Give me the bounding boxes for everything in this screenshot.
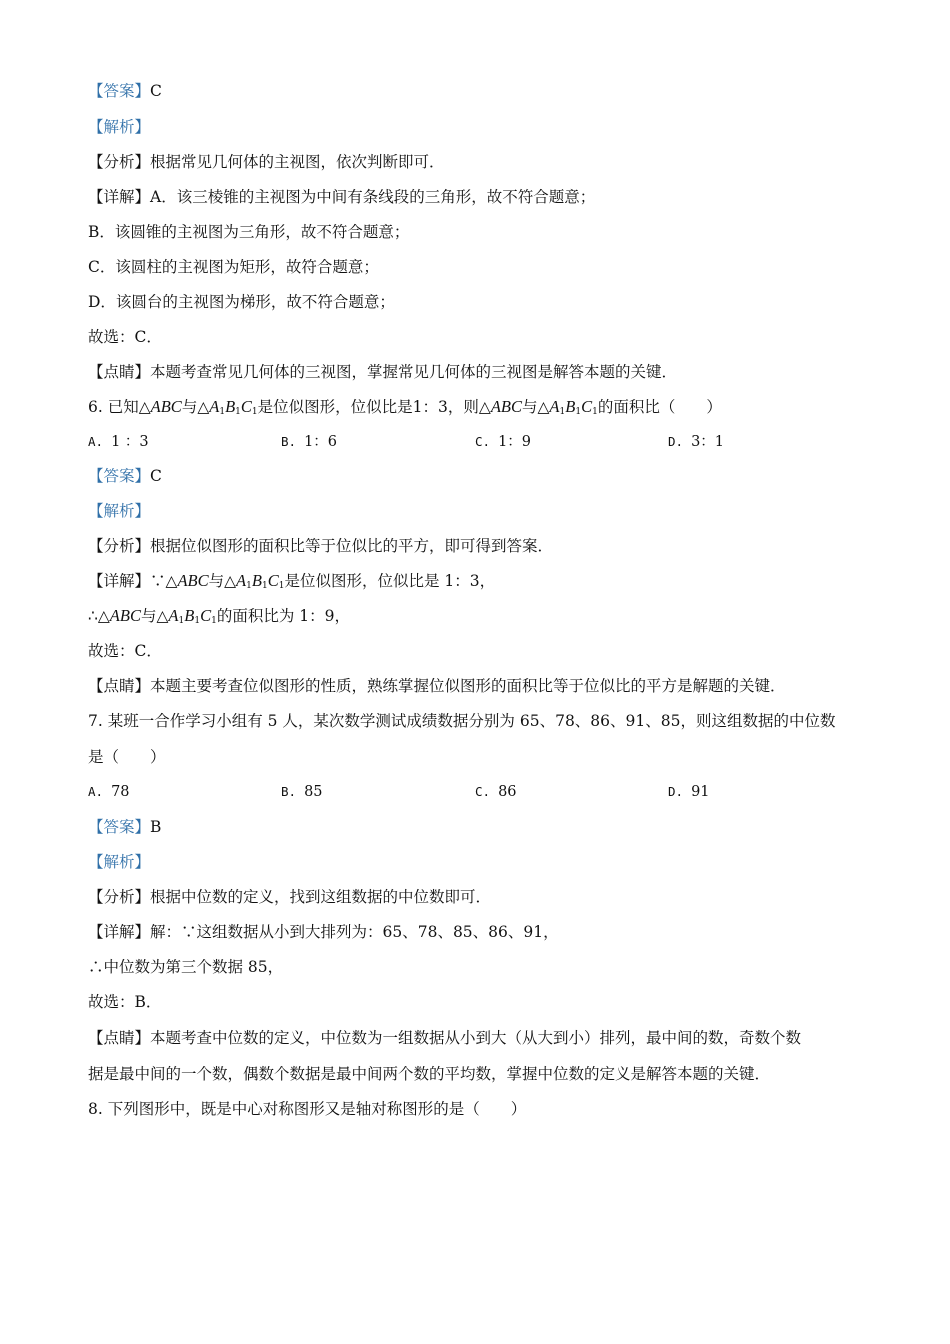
q7-option-a[interactable] [88, 781, 130, 803]
triangle-symbol: △ [165, 572, 178, 590]
q5-line-d: D．该圆台的主视图为梯形，故不符合题意； [88, 293, 395, 311]
math-c: C [200, 606, 212, 625]
math-b: B [184, 606, 195, 625]
triangle-symbol: △ [537, 398, 550, 416]
answer-value: B [150, 818, 162, 836]
q7-xiangjie: 【详解】解：∵这组数据从小到大排列为：65、78、85、86、91， [88, 923, 559, 941]
q7-therefore: ∴中位数为第三个数据 85， [88, 958, 284, 976]
triangle-symbol: △ [478, 398, 491, 416]
option-letter: B. [281, 434, 297, 449]
q6-xiangjie [88, 570, 495, 597]
q7-dianjing-line2: 据是最中间的一个数，偶数个数据是最中间两个数的平均数，掌握中位数的定义是解答本题的关键． [88, 1065, 771, 1083]
q6-dianjing: 【点睛】本题主要考查位似图形的性质，熟练掌握位似图形的面积比等于位似比的平方是解题的关键． [88, 677, 786, 695]
q7-stem-line1: 7. 某班一合作学习小组有 5 人，某次数学测试成绩数据分别为 65、78、86、91、85，则这组数据的中位数 [88, 712, 836, 730]
q6-choose: 故选：C． [88, 642, 162, 660]
math-b: B [225, 397, 236, 416]
q6-option-b[interactable] [281, 431, 337, 453]
q7-answer-line [88, 816, 161, 838]
q7-choose: 故选：B． [88, 993, 162, 1011]
q5-line-b: B．该圆锥的主视图为三角形，故不符合题意； [88, 223, 410, 241]
triangle-symbol: △ [224, 572, 237, 590]
math-a: A [549, 397, 560, 416]
answer-tag: 【答案】 [88, 467, 151, 485]
option-text: 85 [304, 784, 323, 800]
q6-therefore-tail: 的面积比为 1：9， [216, 607, 350, 625]
q6-option-d[interactable] [668, 431, 724, 453]
math-b: B [565, 397, 576, 416]
conj-yu: 与 [521, 398, 538, 416]
q7-option-c[interactable] [475, 781, 517, 803]
option-letter: D. [668, 784, 684, 799]
q6-option-a[interactable] [88, 431, 149, 453]
math-abc: ABC [150, 397, 182, 416]
q6-stem [88, 396, 722, 423]
subscript: 1 [278, 581, 285, 591]
q6-stem-mid: 是位似图形，位似比是1：3，则 [257, 398, 479, 416]
option-letter: A. [88, 784, 104, 799]
answer-tag: 【答案】 [88, 82, 151, 100]
subscript: 1 [559, 407, 566, 417]
q6-number: 6. 已知 [88, 398, 139, 416]
option-text: 91 [691, 784, 710, 800]
subscript: 1 [219, 407, 226, 417]
math-abc: ABC [177, 571, 209, 590]
q8-stem: 8. 下列图形中，既是中心对称图形又是轴对称图形的是（ ） [88, 1100, 527, 1118]
q5-line-c: C．该圆柱的主视图为矩形，故符合题意； [88, 258, 379, 276]
q6-fenxi: 【分析】根据位似图形的面积比等于位似比的平方，即可得到答案． [88, 537, 554, 555]
subscript: 1 [178, 616, 185, 626]
answer-value: C [150, 467, 162, 485]
math-a: A [168, 606, 179, 625]
conj-yu: 与 [140, 607, 157, 625]
q5-analysis-tag: 【解析】 [88, 118, 151, 136]
subscript: 1 [246, 581, 252, 591]
q6-xiangjie-lead: 【详解】∵ [88, 572, 166, 590]
math-c: C [581, 397, 593, 416]
subscript: 1 [592, 407, 598, 417]
option-letter: A. [88, 434, 104, 449]
math-c: C [267, 571, 279, 590]
triangle-symbol: △ [97, 607, 110, 625]
option-letter: B. [281, 784, 297, 799]
q6-answer-line [88, 465, 162, 487]
option-text: 1：6 [304, 434, 338, 450]
therefore-symbol: ∴ [88, 607, 98, 625]
q5-xiangjie: 【详解】A．该三棱锥的主视图为中间有条线段的三角形，故不符合题意； [88, 188, 596, 206]
q5-answer-line [88, 80, 162, 102]
math-c: C [240, 397, 252, 416]
option-letter: C. [475, 434, 491, 449]
answer-value: C [150, 82, 162, 100]
q6-option-c[interactable] [475, 431, 531, 453]
option-text: 86 [498, 784, 517, 800]
conj-yu: 与 [181, 398, 198, 416]
answer-tag: 【答案】 [88, 818, 151, 836]
math-abc: ABC [109, 606, 141, 625]
triangle-symbol: △ [138, 398, 151, 416]
subscript: 1 [261, 581, 268, 591]
q7-stem-line2: 是（ ） [88, 748, 166, 766]
option-text: 3：1 [691, 434, 725, 450]
q7-fenxi: 【分析】根据中位数的定义，找到这组数据的中位数即可． [88, 888, 492, 906]
q7-option-d[interactable] [668, 781, 710, 803]
q5-dianjing: 【点睛】本题考查常见几何体的三视图，掌握常见几何体的三视图是解答本题的关键． [88, 363, 678, 381]
option-letter: D. [668, 434, 684, 449]
q6-therefore [88, 605, 350, 632]
option-letter: C. [475, 784, 491, 799]
option-text: 78 [111, 784, 130, 800]
q7-dianjing-line1: 【点睛】本题考查中位数的定义，中位数为一组数据从小到大（从大到小）排列，最中间的数，奇数个数 [88, 1029, 802, 1047]
math-a: A [236, 571, 247, 590]
math-a: A [209, 397, 220, 416]
q5-fenxi: 【分析】根据常见几何体的主视图，依次判断即可． [88, 153, 445, 171]
q6-analysis-tag: 【解析】 [88, 502, 151, 520]
conj-yu: 与 [208, 572, 225, 590]
subscript: 1 [211, 616, 217, 626]
subscript: 1 [251, 407, 258, 417]
subscript: 1 [194, 616, 201, 626]
option-text: 1 ：3 [111, 434, 149, 450]
subscript: 1 [575, 407, 582, 417]
triangle-symbol: △ [156, 607, 169, 625]
option-text: 1：9 [498, 434, 532, 450]
subscript: 1 [235, 407, 241, 417]
q6-stem-tail: 的面积比（ ） [597, 398, 722, 416]
math-b: B [251, 571, 262, 590]
q7-analysis-tag: 【解析】 [88, 853, 151, 871]
q7-option-b[interactable] [281, 781, 323, 803]
q5-choose: 故选：C． [88, 328, 162, 346]
math-abc: ABC [490, 397, 522, 416]
triangle-symbol: △ [197, 398, 210, 416]
q6-xiangjie-tail: 是位似图形，位似比是 1：3， [284, 572, 496, 590]
